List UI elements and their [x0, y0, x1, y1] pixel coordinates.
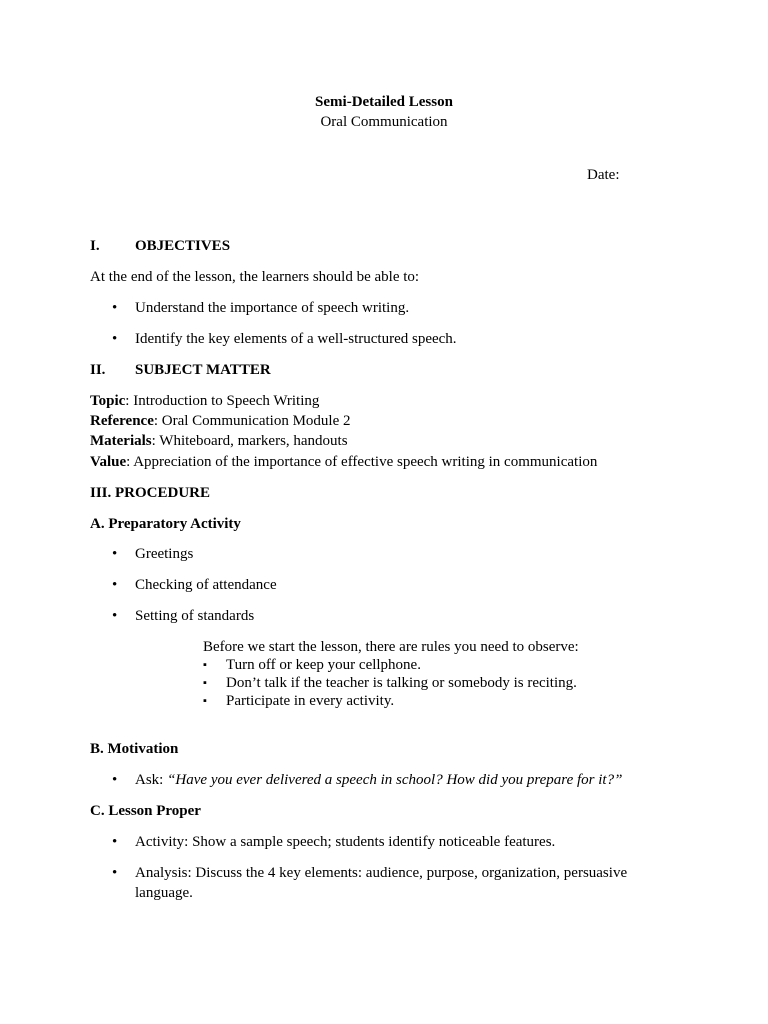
preparatory-heading: A. Preparatory Activity — [90, 516, 241, 532]
materials-field — [90, 431, 348, 451]
field-label: Materials — [90, 433, 152, 449]
field-value: : Introduction to Speech Writing — [125, 393, 320, 409]
preparatory-item: Setting of standards — [135, 608, 255, 624]
subject-matter-heading: SUBJECT MATTER — [135, 362, 271, 378]
objectives-heading: OBJECTIVES — [135, 238, 231, 254]
lesson-proper-item: Activity: Show a sample speech; students identify noticeable features. — [135, 834, 556, 850]
date-label: Date: — [587, 167, 620, 183]
field-value: : Whiteboard, markers, handouts — [151, 433, 348, 449]
value-field — [90, 452, 597, 472]
bullet-icon: • — [112, 300, 118, 316]
procedure-heading: III. PROCEDURE — [90, 485, 211, 501]
bullet-icon: • — [112, 577, 118, 593]
bullet-icon: • — [112, 331, 118, 347]
field-label: Value — [90, 454, 127, 470]
preparatory-item: Checking of attendance — [135, 577, 277, 593]
motivation-ask — [135, 770, 622, 790]
lesson-proper-item-continuation: language. — [135, 885, 193, 901]
lesson-proper-heading: C. Lesson Proper — [90, 803, 201, 819]
bullet-icon: • — [112, 608, 118, 624]
rule-item: Participate in every activity. — [226, 693, 395, 709]
lesson-title: Semi-Detailed Lesson — [315, 94, 453, 110]
objectives-numeral: I. — [90, 238, 100, 254]
square-bullet-icon: ▪ — [203, 695, 207, 707]
square-bullet-icon: ▪ — [203, 677, 207, 689]
objective-item: Understand the importance of speech writing. — [135, 300, 410, 316]
bullet-icon: • — [112, 834, 118, 850]
reference-field — [90, 411, 351, 431]
rule-item: Turn off or keep your cellphone. — [226, 657, 421, 673]
bullet-icon: • — [112, 772, 118, 788]
objectives-intro: At the end of the lesson, the learners should be able to: — [90, 269, 420, 285]
objective-item: Identify the key elements of a well-structured speech. — [135, 331, 457, 347]
topic-field — [90, 391, 319, 411]
ask-label: Ask: — [135, 772, 168, 788]
field-value: : Oral Communication Module 2 — [153, 413, 351, 429]
lesson-proper-item: Analysis: Discuss the 4 key elements: audience, purpose, organization, persuasive — [135, 865, 628, 881]
lesson-subject: Oral Communication — [320, 114, 448, 130]
subject-matter-numeral: II. — [90, 362, 106, 378]
bullet-icon: • — [112, 865, 118, 881]
field-label: Topic — [90, 393, 126, 409]
field-label: Reference — [90, 413, 154, 429]
bullet-icon: • — [112, 546, 118, 562]
preparatory-item: Greetings — [135, 546, 194, 562]
field-value: : Appreciation of the importance of effective speech writing in communication — [126, 454, 598, 470]
square-bullet-icon: ▪ — [203, 659, 207, 671]
ask-question: “Have you ever delivered a speech in school? How did you prepare for it?” — [167, 772, 623, 788]
rule-item: Don’t talk if the teacher is talking or somebody is reciting. — [226, 675, 577, 691]
motivation-heading: B. Motivation — [90, 741, 179, 757]
rules-intro: Before we start the lesson, there are rules you need to observe: — [203, 639, 579, 655]
